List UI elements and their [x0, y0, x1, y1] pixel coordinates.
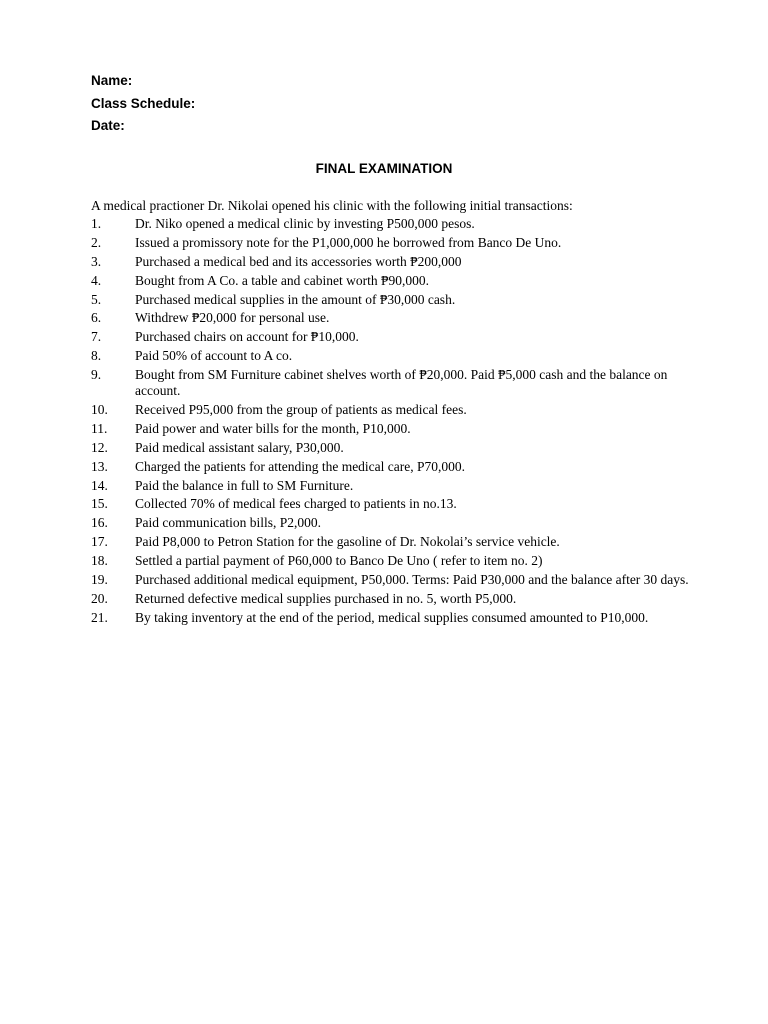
transaction-number: 14.: [91, 477, 108, 493]
transaction-number: 21.: [91, 609, 108, 625]
transaction-number: 5.: [91, 291, 102, 307]
transaction-item: [91, 591, 691, 607]
transaction-item: [91, 440, 691, 456]
date-label: Date:: [91, 118, 125, 133]
transaction-text: Returned defective medical supplies purchased in no. 5, worth P5,000.: [135, 590, 517, 606]
transaction-text: Paid 50% of account to A co.: [135, 348, 293, 364]
transaction-number: 4.: [91, 272, 102, 288]
transaction-item: [91, 310, 691, 326]
intro-paragraph: A medical practioner Dr. Nikolai opened his clinic with the following initial transactions:: [91, 198, 573, 213]
transaction-text: Paid medical assistant salary, P30,000.: [135, 439, 344, 455]
transaction-text: Purchased a medical bed and its accessories worth ₱200,000: [135, 253, 462, 269]
transaction-number: 11.: [91, 420, 108, 436]
transaction-text: Paid the balance in full to SM Furniture.: [135, 477, 354, 493]
transaction-item: [91, 367, 691, 399]
transaction-item: [91, 534, 691, 550]
transaction-item: [91, 421, 691, 437]
transaction-text: Paid power and water bills for the month, P10,000.: [135, 420, 411, 436]
transaction-text: Purchased medical supplies in the amount of ₱30,000 cash.: [135, 291, 456, 307]
transaction-item: [91, 610, 691, 626]
transaction-text: Issued a promissory note for the P1,000,000 he borrowed from Banco De Uno.: [135, 234, 562, 250]
transaction-number: 7.: [91, 329, 102, 345]
transaction-number: 9.: [91, 367, 102, 383]
transaction-text: Received P95,000 from the group of patients as medical fees.: [135, 402, 467, 418]
transaction-number: 13.: [91, 458, 108, 474]
transaction-number: 16.: [91, 515, 108, 531]
transaction-number: 19.: [91, 572, 108, 588]
exam-title: FINAL EXAMINATION: [315, 161, 453, 176]
transaction-item: [91, 254, 691, 270]
transaction-number: 18.: [91, 553, 108, 569]
student-info-header: [91, 70, 195, 138]
transaction-item: [91, 216, 691, 232]
transaction-text: Purchased chairs on account for ₱10,000.: [135, 329, 359, 345]
transaction-number: 12.: [91, 439, 108, 455]
transaction-list: [91, 216, 691, 629]
transaction-text: Settled a partial payment of P60,000 to Banco De Uno ( refer to item no. 2): [135, 553, 543, 569]
transaction-number: 15.: [91, 496, 108, 512]
transaction-number: 20.: [91, 590, 108, 606]
transaction-item: [91, 292, 691, 308]
transaction-item: [91, 235, 691, 251]
transaction-number: 1.: [91, 216, 102, 231]
transaction-text: Bought from A Co. a table and cabinet worth ₱90,000.: [135, 272, 429, 288]
transaction-item: [91, 329, 691, 345]
transaction-item: [91, 478, 691, 494]
transaction-text: Paid P8,000 to Petron Station for the gasoline of Dr. Nokolai’s service vehicle.: [135, 534, 560, 550]
transaction-item: [91, 402, 691, 418]
transaction-number: 3.: [91, 253, 102, 269]
transaction-text: By taking inventory at the end of the period, medical supplies consumed amounted to P10,000.: [135, 609, 649, 625]
transaction-text: Bought from SM Furniture cabinet shelves worth of ₱20,000. Paid ₱5,000 cash and the balance on account.: [135, 367, 668, 399]
transaction-number: 2.: [91, 234, 102, 250]
transaction-text: Paid communication bills, P2,000.: [135, 515, 321, 531]
class-schedule-label: Class Schedule:: [91, 95, 196, 111]
transaction-text: Purchased additional medical equipment, P50,000. Terms: Paid P30,000 and the balance after 30 days.: [135, 572, 689, 588]
name-label: Name:: [91, 73, 133, 88]
transaction-number: 17.: [91, 534, 108, 550]
transaction-number: 10.: [91, 402, 108, 418]
transaction-text: Withdrew ₱20,000 for personal use.: [135, 310, 330, 326]
transaction-text: Charged the patients for attending the medical care, P70,000.: [135, 458, 466, 474]
transaction-item: [91, 515, 691, 531]
transaction-item: [91, 459, 691, 475]
transaction-item: [91, 348, 691, 364]
transaction-text: Dr. Niko opened a medical clinic by investing P500,000 pesos.: [135, 216, 475, 231]
transaction-item: [91, 496, 691, 512]
transaction-item: [91, 273, 691, 289]
transaction-number: 6.: [91, 310, 102, 326]
transaction-item: [91, 553, 691, 569]
transaction-item: [91, 572, 691, 588]
transaction-text: Collected 70% of medical fees charged to patients in no.13.: [135, 496, 457, 512]
transaction-number: 8.: [91, 348, 102, 364]
